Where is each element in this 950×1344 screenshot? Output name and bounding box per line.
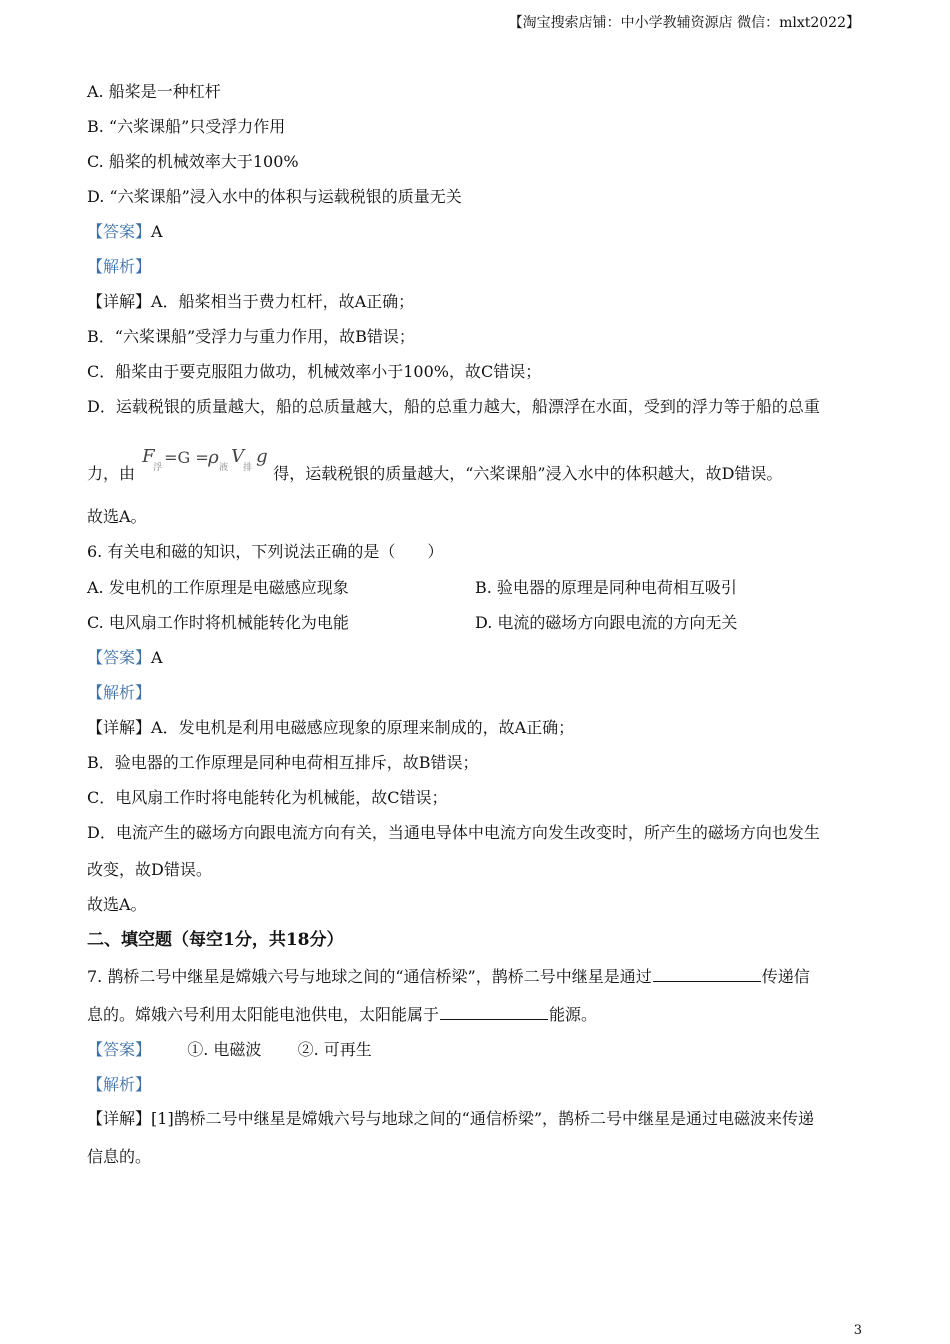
q6-detail-d: D．电流产生的磁场方向跟电流方向有关，当通电导体中电流方向发生改变时，所产生的磁场方向也发生 — [87, 823, 820, 842]
q5-option-d: D. “六桨课船”浸入水中的体积与运载税银的质量无关 — [87, 187, 462, 206]
detail-label: 【详解】 — [87, 718, 152, 737]
q7-stem-part: 能源。 — [549, 1005, 598, 1024]
q6-detail-d-cont: 改变，故D错误。 — [87, 860, 212, 879]
section-title: 二、填空题（每空1分，共18分） — [87, 930, 344, 950]
q5-option-a: A. 船桨是一种杠杆 — [87, 82, 221, 101]
formula-sub-liquid: 液 — [219, 463, 229, 473]
q6-analysis-label: 【解析】 — [87, 683, 152, 702]
q7-stem-part: 7. 鹊桥二号中继星是嫦娥六号与地球之间的“通信桥梁”，鹊桥二号中继星是通过 — [87, 967, 652, 986]
q5-detail-b: B．“六桨课船”受浮力与重力作用，故B错误； — [87, 327, 415, 346]
formula-eq: =G = — [164, 448, 209, 467]
q5-detail-a — [87, 292, 414, 312]
q6-detail-c: C．电风扇工作时将电能转化为机械能，故C错误； — [87, 788, 448, 807]
q5-detail-c: C．船桨由于要克服阻力做功，机械效率小于100%，故C错误； — [87, 362, 542, 381]
q6-stem: 6. 有关电和磁的知识，下列说法正确的是（ ） — [87, 542, 444, 561]
formula-sub-displaced: 排 — [243, 463, 253, 473]
detail-label: 【详解】 — [87, 1109, 152, 1128]
answer-2: ②. 可再生 — [297, 1040, 372, 1059]
q5-answer — [87, 222, 163, 242]
formula-g: g — [256, 446, 268, 467]
q6-detail-a — [87, 718, 574, 738]
q5-detail-d: D．运载税银的质量越大，船的总质量越大，船的总重力越大，船漂浮在水面，受到的浮力等于船的总重 — [87, 397, 820, 416]
q6-options-row-1 — [87, 578, 887, 598]
page-number: 3 — [853, 1323, 862, 1338]
answer-value: A — [151, 648, 163, 667]
q6-conclusion: 故选A。 — [87, 895, 147, 914]
formula-rho: ρ — [208, 447, 219, 468]
answer-1: ①. 电磁波 — [187, 1040, 262, 1059]
q6-option-a: A. 发电机的工作原理是电磁感应现象 — [87, 578, 349, 597]
answer-blank-2 — [440, 1005, 548, 1020]
q5-option-b: B. “六桨课船”只受浮力作用 — [87, 117, 286, 136]
answer-value: A — [151, 222, 163, 241]
q7-detail-2: 信息的。 — [87, 1147, 152, 1166]
detail-text: A．发电机是利用电磁感应现象的原理来制成的，故A正确； — [151, 718, 575, 737]
formula-pre: 力，由 — [87, 464, 136, 483]
q7-stem-part: 传递信 — [761, 967, 810, 986]
page-header: 【淘宝搜索店铺：中小学教辅资源店 微信：mlxt2022】 — [508, 15, 860, 31]
q6-option-c: C. 电风扇工作时将机械能转化为电能 — [87, 613, 349, 632]
detail-text: [1]鹊桥二号中继星是嫦娥六号与地球之间的“通信桥梁”，鹊桥二号中继星是通过电磁波来传递 — [151, 1109, 815, 1128]
formula-sub-float: 浮 — [153, 463, 163, 473]
q6-option-b: B. 验电器的原理是同种电荷相互吸引 — [475, 578, 737, 597]
q6-option-d: D. 电流的磁场方向跟电流的方向无关 — [475, 613, 738, 632]
q5-analysis-label: 【解析】 — [87, 257, 152, 276]
buoyancy-formula — [140, 446, 268, 479]
answer-label: 【答案】 — [87, 1040, 152, 1059]
q7-stem-part: 息的。嫦娥六号利用太阳能电池供电，太阳能属于 — [87, 1005, 440, 1024]
answer-label: 【答案】 — [87, 222, 152, 241]
q7-stem-line-1 — [87, 967, 810, 987]
formula-post: 得，运载税银的质量越大，“六桨课船”浸入水中的体积越大，故D错误。 — [273, 464, 783, 483]
q6-answer — [87, 648, 163, 668]
formula-f: F — [142, 446, 155, 467]
answer-blank-1 — [653, 967, 761, 982]
formula-v: V — [231, 446, 245, 467]
detail-text: A．船桨相当于费力杠杆，故A正确； — [151, 292, 415, 311]
q7-analysis-label: 【解析】 — [87, 1075, 152, 1094]
q5-option-c: C. 船桨的机械效率大于100% — [87, 152, 299, 171]
q5-conclusion: 故选A。 — [87, 507, 147, 526]
q7-detail-1 — [87, 1109, 814, 1129]
q6-detail-b: B．验电器的工作原理是同种电荷相互排斥，故B错误； — [87, 753, 479, 772]
q6-options-row-2 — [87, 613, 887, 633]
q7-stem-line-2 — [87, 1005, 597, 1025]
q5-formula-line — [87, 446, 783, 484]
q7-answer — [87, 1040, 372, 1060]
answer-label: 【答案】 — [87, 648, 152, 667]
detail-label: 【详解】 — [87, 292, 152, 311]
